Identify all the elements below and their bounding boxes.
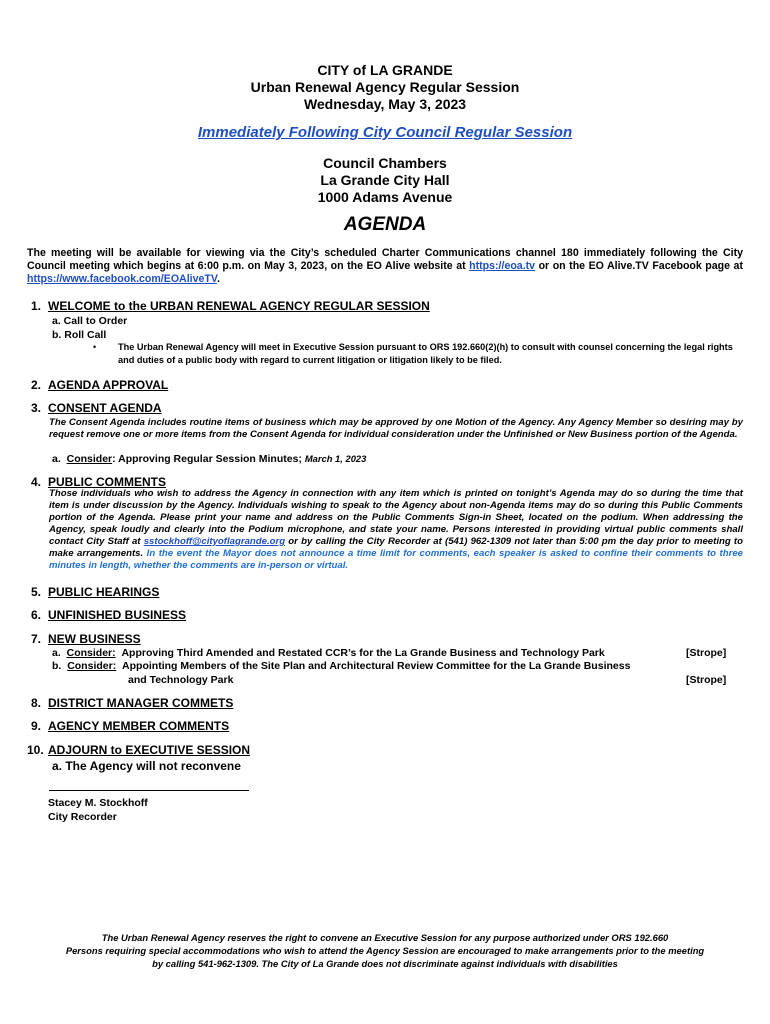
section-7-heading — [31, 632, 141, 646]
section-number: 9. — [31, 719, 42, 733]
city-name: CITY of LA GRANDE — [317, 62, 453, 78]
section-number: 3. — [31, 401, 42, 415]
bullet-icon: • — [93, 342, 97, 352]
eoa-link[interactable]: https://eoa.tv — [469, 260, 536, 272]
section-1-heading — [31, 299, 430, 313]
section-title: PUBLIC COMMENTS — [48, 475, 166, 489]
footer-line: Persons requiring special accommodations who wish to attend the Agency Session are encouraged to make arrangements prior to the meeting — [65, 945, 705, 956]
item-text: : Approving Regular Session Minutes; — [112, 453, 305, 465]
signature-line — [49, 790, 249, 791]
item-roll-call: b. Roll Call — [52, 329, 107, 341]
session-date: Wednesday, May 3, 2023 — [303, 96, 467, 112]
section-number: 7. — [31, 632, 42, 646]
item-letter: a. — [52, 647, 61, 659]
presenter-tag: [Strope] — [686, 647, 727, 659]
consider-label: Consider: — [67, 660, 117, 672]
section-10-heading — [27, 743, 250, 757]
item-letter: b. — [52, 660, 62, 672]
footer-notice — [0, 931, 770, 970]
section-title: ADJOURN to EXECUTIVE SESSION — [48, 743, 251, 757]
executive-session-note: The Urban Renewal Agency will meet in Executive Session pursuant to ORS 192.660(2)(h) to consult with counsel concerning the legal rights and duties of a public body with regard to current litigation or litigation likely to be filed. — [118, 342, 733, 365]
section-number: 6. — [31, 608, 42, 622]
section-4-heading — [31, 475, 166, 489]
section-title: UNFINISHED BUSINESS — [48, 608, 187, 622]
consider-label: Consider — [66, 453, 113, 465]
section-title: CONSENT AGENDA — [48, 401, 162, 415]
section-title: WELCOME to the URBAN RENEWAL AGENCY REGULAR SESSION — [48, 299, 430, 313]
item-text: Appointing Members of the Site Plan and Architectural Review Committee for the La Grande Business — [122, 660, 631, 672]
signer-name: Stacey M. Stockhoff — [48, 797, 148, 809]
new-business-item-b-continued: and Technology Park — [128, 674, 234, 686]
location-room: Council Chambers — [323, 155, 447, 171]
adjourn-item-a: a. The Agency will not reconvene — [52, 759, 241, 773]
consider-label: Consider: — [66, 647, 116, 659]
section-title: NEW BUSINESS — [48, 632, 141, 646]
section-8-heading — [31, 696, 233, 710]
footer-line: The Urban Renewal Agency reserves the right to convene an Executive Session for any purpose authorized under ORS 192.660 — [101, 932, 669, 943]
minutes-date: March 1, 2023 — [304, 453, 367, 464]
section-number: 2. — [31, 378, 42, 392]
section-number: 5. — [31, 585, 42, 599]
intro-paragraph — [27, 247, 743, 286]
document-header — [0, 62, 770, 113]
public-comments-description — [49, 488, 743, 572]
intro-text-3: . — [216, 273, 220, 285]
location-block — [0, 155, 770, 206]
presenter-tag: [Strope] — [686, 674, 727, 686]
intro-text-1: The meeting will be available for viewing via the City’s scheduled Charter Communications channel 180 immediately following the City Council meeting which begins at 6:00 p.m. on May 3, 2023, on the EO Alive website at — [27, 247, 743, 272]
signer-title: City Recorder — [48, 811, 117, 823]
section-title: AGENDA APPROVAL — [48, 378, 169, 392]
section-title: DISTRICT MANAGER COMMETS — [48, 696, 234, 710]
agenda-title: AGENDA — [343, 214, 427, 235]
session-name: Urban Renewal Agency Regular Session — [250, 79, 520, 95]
time-limit-note: In the event the Mayor does not announce a time limit for comments, each speaker is asked to confine their comments to three minutes in length, whether the comments are in-person or virtual. — [49, 548, 744, 571]
section-number: 4. — [31, 475, 42, 489]
public-comments-text-2: or by calling the City Recorder at (541) 962-1309 not later than 5:00 pm the day prior to meeting to make arrangements. — [49, 536, 743, 559]
consent-item-a — [52, 453, 366, 465]
item-text: Approving Third Amended and Restated CCR’s for the La Grande Business and Technology Park — [121, 647, 605, 659]
section-6-heading — [31, 608, 186, 622]
intro-text-2: or on the EO Alive.TV Facebook page at — [535, 260, 743, 272]
public-comments-text-1: Those individuals who wish to address the Agency in connection with any item which is printed on tonight’s Agenda may do so during the time that item is under discussion by the Agency. Individuals wishing to speak to the Agency about non-Agenda items may do so during this Public Comments portion of the Agenda. Please print your name and address on the Public Comments Sign-in Sheet, located on the podium. When addressing the Agency, speak loudly and clearly into the Podium microphone, and state your name. Persons interested in providing virtual public comments shall contact City Staff at — [49, 488, 743, 547]
section-2-heading — [31, 378, 168, 392]
item-letter: a. — [52, 453, 61, 465]
section-9-heading — [31, 719, 229, 733]
facebook-link[interactable]: https://www.facebook.com/EOAliveTV — [27, 273, 217, 285]
new-business-item-a — [52, 647, 605, 659]
section-number: 10. — [27, 743, 44, 757]
section-title: AGENCY MEMBER COMMENTS — [48, 719, 230, 733]
location-building: La Grande City Hall — [320, 172, 450, 188]
section-title: PUBLIC HEARINGS — [48, 585, 160, 599]
session-subtitle: Immediately Following City Council Regular Session — [197, 124, 573, 141]
consent-agenda-description: The Consent Agenda includes routine items of business which may be approved by one Motion of the Agency. Any Agency Member so desiring may by request remove one or more items from the Consent Agenda for individual consideration under the Unfinished or New Business portion of the Agenda. — [49, 417, 743, 440]
section-3-heading — [31, 401, 162, 415]
section-number: 1. — [31, 299, 42, 313]
section-5-heading — [31, 585, 159, 599]
new-business-item-b — [52, 660, 630, 672]
section-number: 8. — [31, 696, 42, 710]
footer-line: by calling 541-962-1309. The City of La Grande does not discriminate against individuals with disabilities — [152, 958, 618, 969]
location-address: 1000 Adams Avenue — [317, 189, 453, 205]
recorder-email-link[interactable]: sstockhoff@cityoflagrande.org — [143, 536, 286, 547]
item-call-to-order: a. Call to Order — [52, 315, 128, 327]
